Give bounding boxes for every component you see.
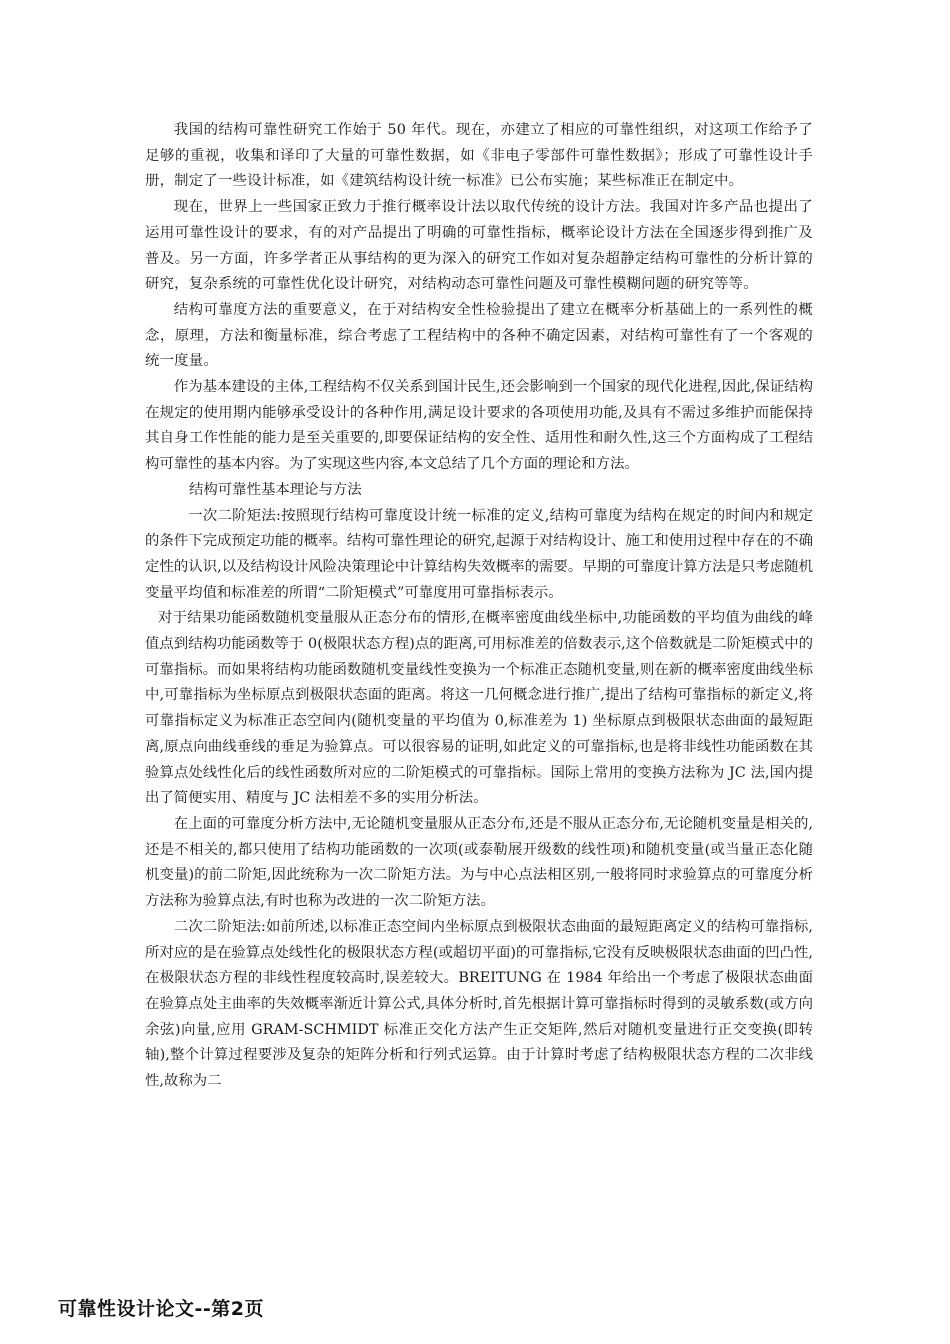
page-footer: 可靠性设计论文--第2页 — [58, 1298, 264, 1320]
paragraph-fosm-method: 一次二阶矩法:按照现行结构可靠度设计统一标准的定义,结构可靠度为结构在规定的时间内和规定的条件下完成预定功能的概率。结构可靠性理论的研究,起源于对结构设计、施工和使用过程中存在的不确定性的认识,以及结构设计风险决策理论中计算结构失效概率的需要。早期的可靠度计算方法是只考虑随机变量平均值和标准差的所谓“二阶矩模式”可靠度用可靠指标表示。 — [145, 507, 813, 601]
paragraph-normal-distribution: 对于结果功能函数随机变量服从正态分布的情形,在概率密度曲线坐标中,功能函数的平均值为曲线的峰值点到结构功能函数等于 0(极限状态方程)点的距离,可用标准差的倍数表示,这个倍数就是二阶矩模式中的可靠指标。而如果将结构功能函数随机变量线性变换为一个标准正态随机变量,则在新的概率密度曲线坐标中,可靠指标为坐标原点到极限状态面的距离。将这一几何概念进行推广,提出了结构可靠指标的新定义,将可靠指标定义为标准正态空间内(随机变量的平均值为 0,标准差为 1) 坐标原点到极限状态曲面的最短距离,原点向曲线垂线的垂足为验算点。可以很容易的证明,如此定义的可靠指标,也是将非线性功能函数在其验算点处线性化后的线性函数所对应的二阶矩模式的可靠指标。国际上常用的变换方法称为 JC 法,国内提出了简便实用、精度与 JC 法相差不多的实用分析法。 — [145, 610, 813, 807]
document-body — [145, 118, 813, 1095]
paragraph-current-status: 现在，世界上一些国家正致力于推行概率设计法以取代传统的设计方法。我国对许多产品也提出了运用可靠性设计的要求，有的对产品提出了明确的可靠性指标，概率论设计方法在全国逐步得到推广及普及。另一方面，许多学者正从事结构的更为深入的研究工作如对复杂超静定结构可靠性的分析计算的研究，复杂系统的可靠性优化设计研究，对结构动态可靠性问题及可靠性模糊问题的研究等等。 — [145, 199, 813, 293]
paragraph-checking-point: 在上面的可靠度分析方法中,无论随机变量服从正态分布,还是不服从正态分布,无论随机变量是相关的,还是不相关的,都只使用了结构功能函数的一次项(或泰勒展开级数的线性项)和随机变量(或当量正态化随机变量)的前二阶矩,因此统称为一次二阶矩方法。为与中心点法相区别,一般将同时求验算点的可靠度分析方法称为验算点法,有时也称为改进的一次二阶矩方法。 — [145, 815, 813, 910]
paragraph-significance: 结构可靠度方法的重要意义，在于对结构安全性检验提出了建立在概率分析基础上的一系列性的概念，原理，方法和衡量标准，综合考虑了工程结构中的各种不确定因素，对结构可靠性有了一个客观的统一度量。 — [145, 301, 813, 370]
paragraph-history: 我国的结构可靠性研究工作始于 50 年代。现在，亦建立了相应的可靠性组织，对这项工作给予了足够的重视，收集和译印了大量的可靠性数据，如《非电子零部件可靠性数据》；形成了可靠性设计手册，制定了一些设计标准，如《建筑结构设计统一标准》已公布实施；某些标准正在制定中。 — [145, 122, 813, 190]
paragraph-engineering-structure: 作为基本建设的主体,工程结构不仅关系到国计民生,还会影响到一个国家的现代化进程,因此,保证结构在规定的使用期内能够承受设计的各种作用,满足设计要求的各项使用功能,及具有不需过多维护而能保持其自身工作性能的能力是至关重要的,即要保证结构的安全性、适用性和耐久性,这三个方面构成了工程结构可靠性的基本内容。为了实现这些内容,本文总结了几个方面的理论和方法。 — [145, 379, 813, 473]
paragraph-sosm-method: 二次二阶矩法:如前所述,以标准正态空间内坐标原点到极限状态曲面的最短距离定义的结构可靠指标,所对应的是在验算点处线性化的极限状态方程(或超切平面)的可靠指标,它没有反映极限状态曲面的凹凸性,在极限状态方程的非线性程度较高时,误差较大。BREITUNG 在 1984 年给出一个考虑了极限状态曲面在验算点处主曲率的失效概率渐近计算公式,具体分析时,首先根据计算可靠指标时得到的灵敏系数(或方向余弦)向量,应用 GRAM-SCHMIDT 标准正交化方法产生正交矩阵,然后对随机变量进行正交变换(即转轴),整个计算过程要涉及复杂的矩阵分析和行列式运算。由于计算时考虑了结构极限状态方程的二次非线性,故称为二 — [145, 918, 813, 1090]
section-heading: 结构可靠性基本理论与方法 — [189, 481, 362, 498]
